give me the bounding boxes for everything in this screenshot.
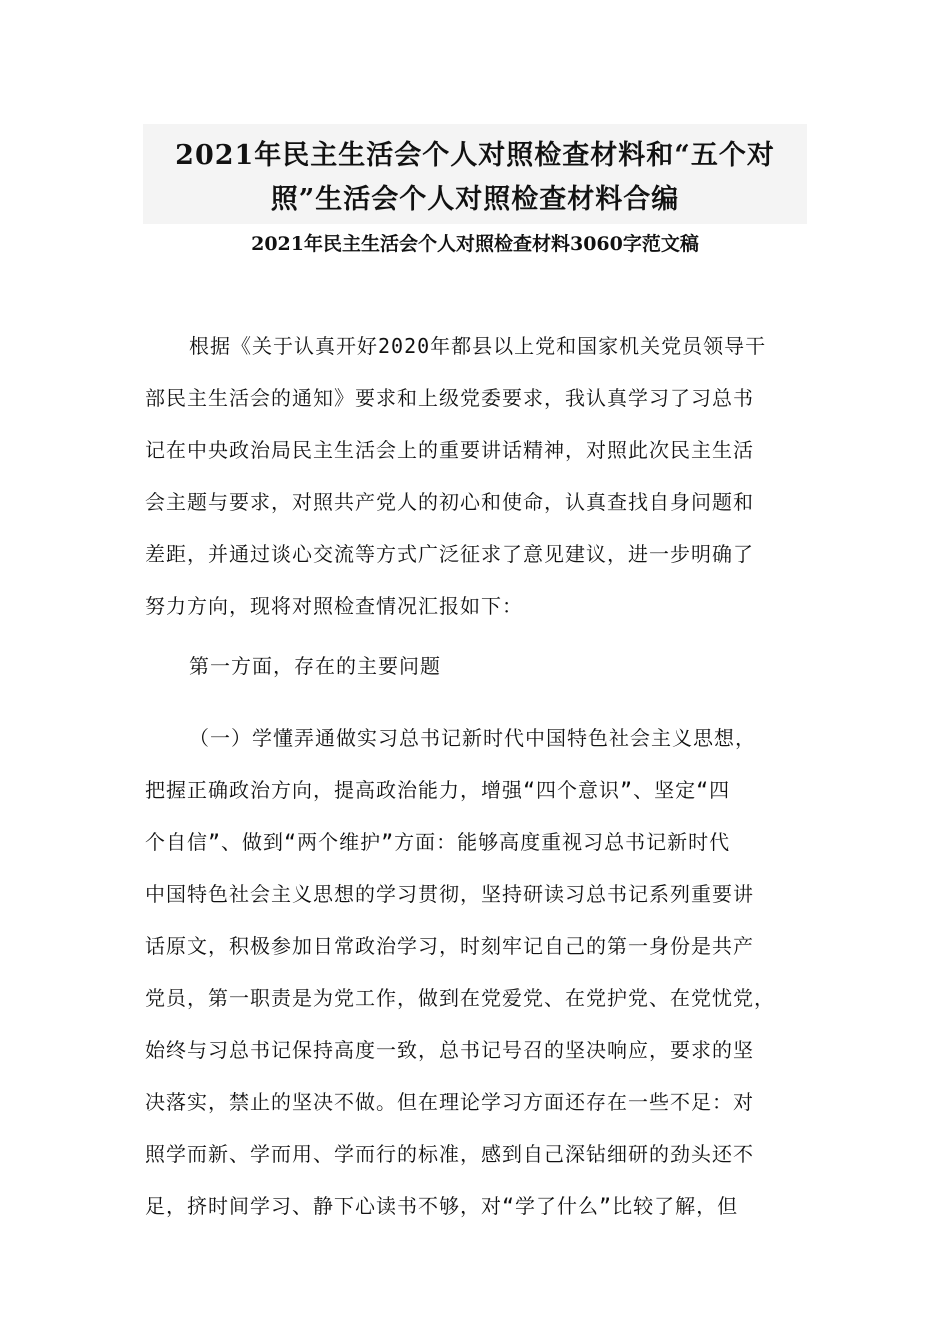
paragraph-line: 照学而新、学而用、学而行的标准，感到自己深钻细研的劲头还不 (145, 1142, 754, 1166)
document-title (143, 124, 807, 224)
paragraph-intro (145, 320, 810, 632)
paragraph-line: 足，挤时间学习、静下心读书不够，对“学了什么”比较了解，但 (145, 1194, 739, 1218)
paragraph-line: 根据《关于认真开好2020年都县以上党和国家机关党员领导干 (189, 334, 767, 358)
paragraph-line: 记在中央政治局民主生活会上的重要讲话精神，对照此次民主生活 (145, 438, 754, 462)
section-heading (145, 640, 810, 692)
document-subtitle: 2021年民主生活会个人对照检查材料3060字范文稿 (251, 233, 699, 255)
paragraph-line: 努力方向，现将对照检查情况汇报如下： (145, 594, 523, 618)
title-line-2: 照”生活会个人对照检查材料合编 (270, 184, 680, 215)
title-line-1: 2021年民主生活会个人对照检查材料和“五个对 (175, 140, 775, 171)
section-heading-text: 第一方面，存在的主要问题 (189, 654, 441, 678)
paragraph-line: 把握正确政治方向，提高政治能力，增强“四个意识”、坚定“四 (145, 778, 731, 802)
paragraph-line: 话原文，积极参加日常政治学习，时刻牢记自己的第一身份是共产 (145, 934, 754, 958)
paragraph-line: （一）学懂弄通做实习总书记新时代中国特色社会主义思想， (189, 726, 756, 750)
paragraph-line: 差距，并通过谈心交流等方式广泛征求了意见建议，进一步明确了 (145, 542, 754, 566)
paragraph-line: 始终与习总书记保持高度一致，总书记号召的坚决响应，要求的坚 (145, 1038, 754, 1062)
paragraph-line: 个自信”、做到“两个维护”方面：能够高度重视习总书记新时代 (145, 830, 731, 854)
paragraph-line: 决落实，禁止的坚决不做。但在理论学习方面还存在一些不足：对 (145, 1090, 754, 1114)
paragraph-line: 中国特色社会主义思想的学习贯彻，坚持研读习总书记系列重要讲 (145, 882, 754, 906)
paragraph-line: 部民主生活会的通知》要求和上级党委要求，我认真学习了习总书 (145, 386, 754, 410)
paragraph-line: 党员，第一职责是为党工作，做到在党爱党、在党护党、在党忧党， (145, 986, 775, 1010)
paragraph-line: 会主题与要求，对照共产党人的初心和使命，认真查找自身问题和 (145, 490, 754, 514)
paragraph-problems (145, 712, 810, 1232)
